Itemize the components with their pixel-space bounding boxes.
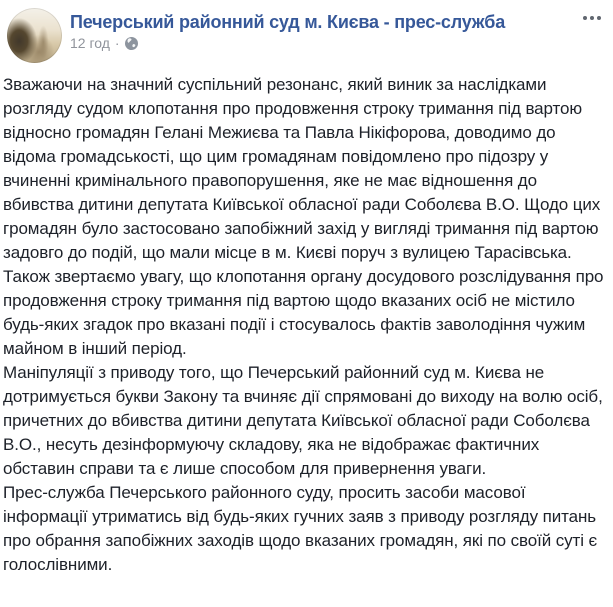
page-name-link[interactable]: Печерський районний суд м. Києва - прес-служба bbox=[70, 12, 506, 32]
more-options-button[interactable] bbox=[579, 12, 605, 24]
post-header-info bbox=[70, 8, 505, 51]
globe-icon bbox=[125, 37, 138, 50]
post-text bbox=[0, 63, 613, 577]
post-paragraph-1: Зважаючи на значний суспільний резонанс, який виник за наслідками розгляду судом клопотання про продовження строку тримання під вартою відносно громадян Гелані Межиєва та Павла Нікіфорова, доводимо до відома громадськості, що цим громадянам повідомлено про підозру у вчиненні кримінального правопорушення, яке не має відношення до вбивства дитини депутата Київської обласної ради Соболєва В.О. Щодо цих громадян було застосовано запобіжний захід у вигляді тримання під вартою задовго до подій, що мали місце в м. Києві поруч з вулицею Тарасівська. Також звертаємо увагу, що клопотання органу досудового розслідування про продовження строку тримання під вартою щодо вказаних осіб не містило будь-яких згадок про вказані події і стосувалось фактів заволодіння чужим майном в інший період. bbox=[3, 75, 604, 358]
post-paragraph-3: Прес-служба Печерського районного суду, просить засоби масової інформації утриматись від будь-яких гучних заяв з приводу розгляду питань про обрання запобіжних заходів щодо вказаних громадян, які по своїй суті є голослівними. bbox=[3, 483, 598, 574]
page-avatar[interactable] bbox=[7, 8, 62, 63]
post-header bbox=[0, 0, 613, 63]
meta-separator: · bbox=[114, 35, 120, 51]
post-timestamp[interactable]: 12 год bbox=[70, 35, 110, 51]
post-meta bbox=[70, 35, 505, 51]
ellipsis-icon bbox=[583, 16, 601, 20]
post-paragraph-2: Маніпуляції з приводу того, що Печерський районний суд м. Києва не дотримується букви Закону та вчиняє дії спрямовані до виходу на волю осіб, причетних до вбивства дитини депутата Київської обласної ради Соболєва В.О., несуть дезінформуючу складову, яка не відображає фактичних обставин справи та є лише способом для привернення уваги. bbox=[3, 363, 603, 478]
